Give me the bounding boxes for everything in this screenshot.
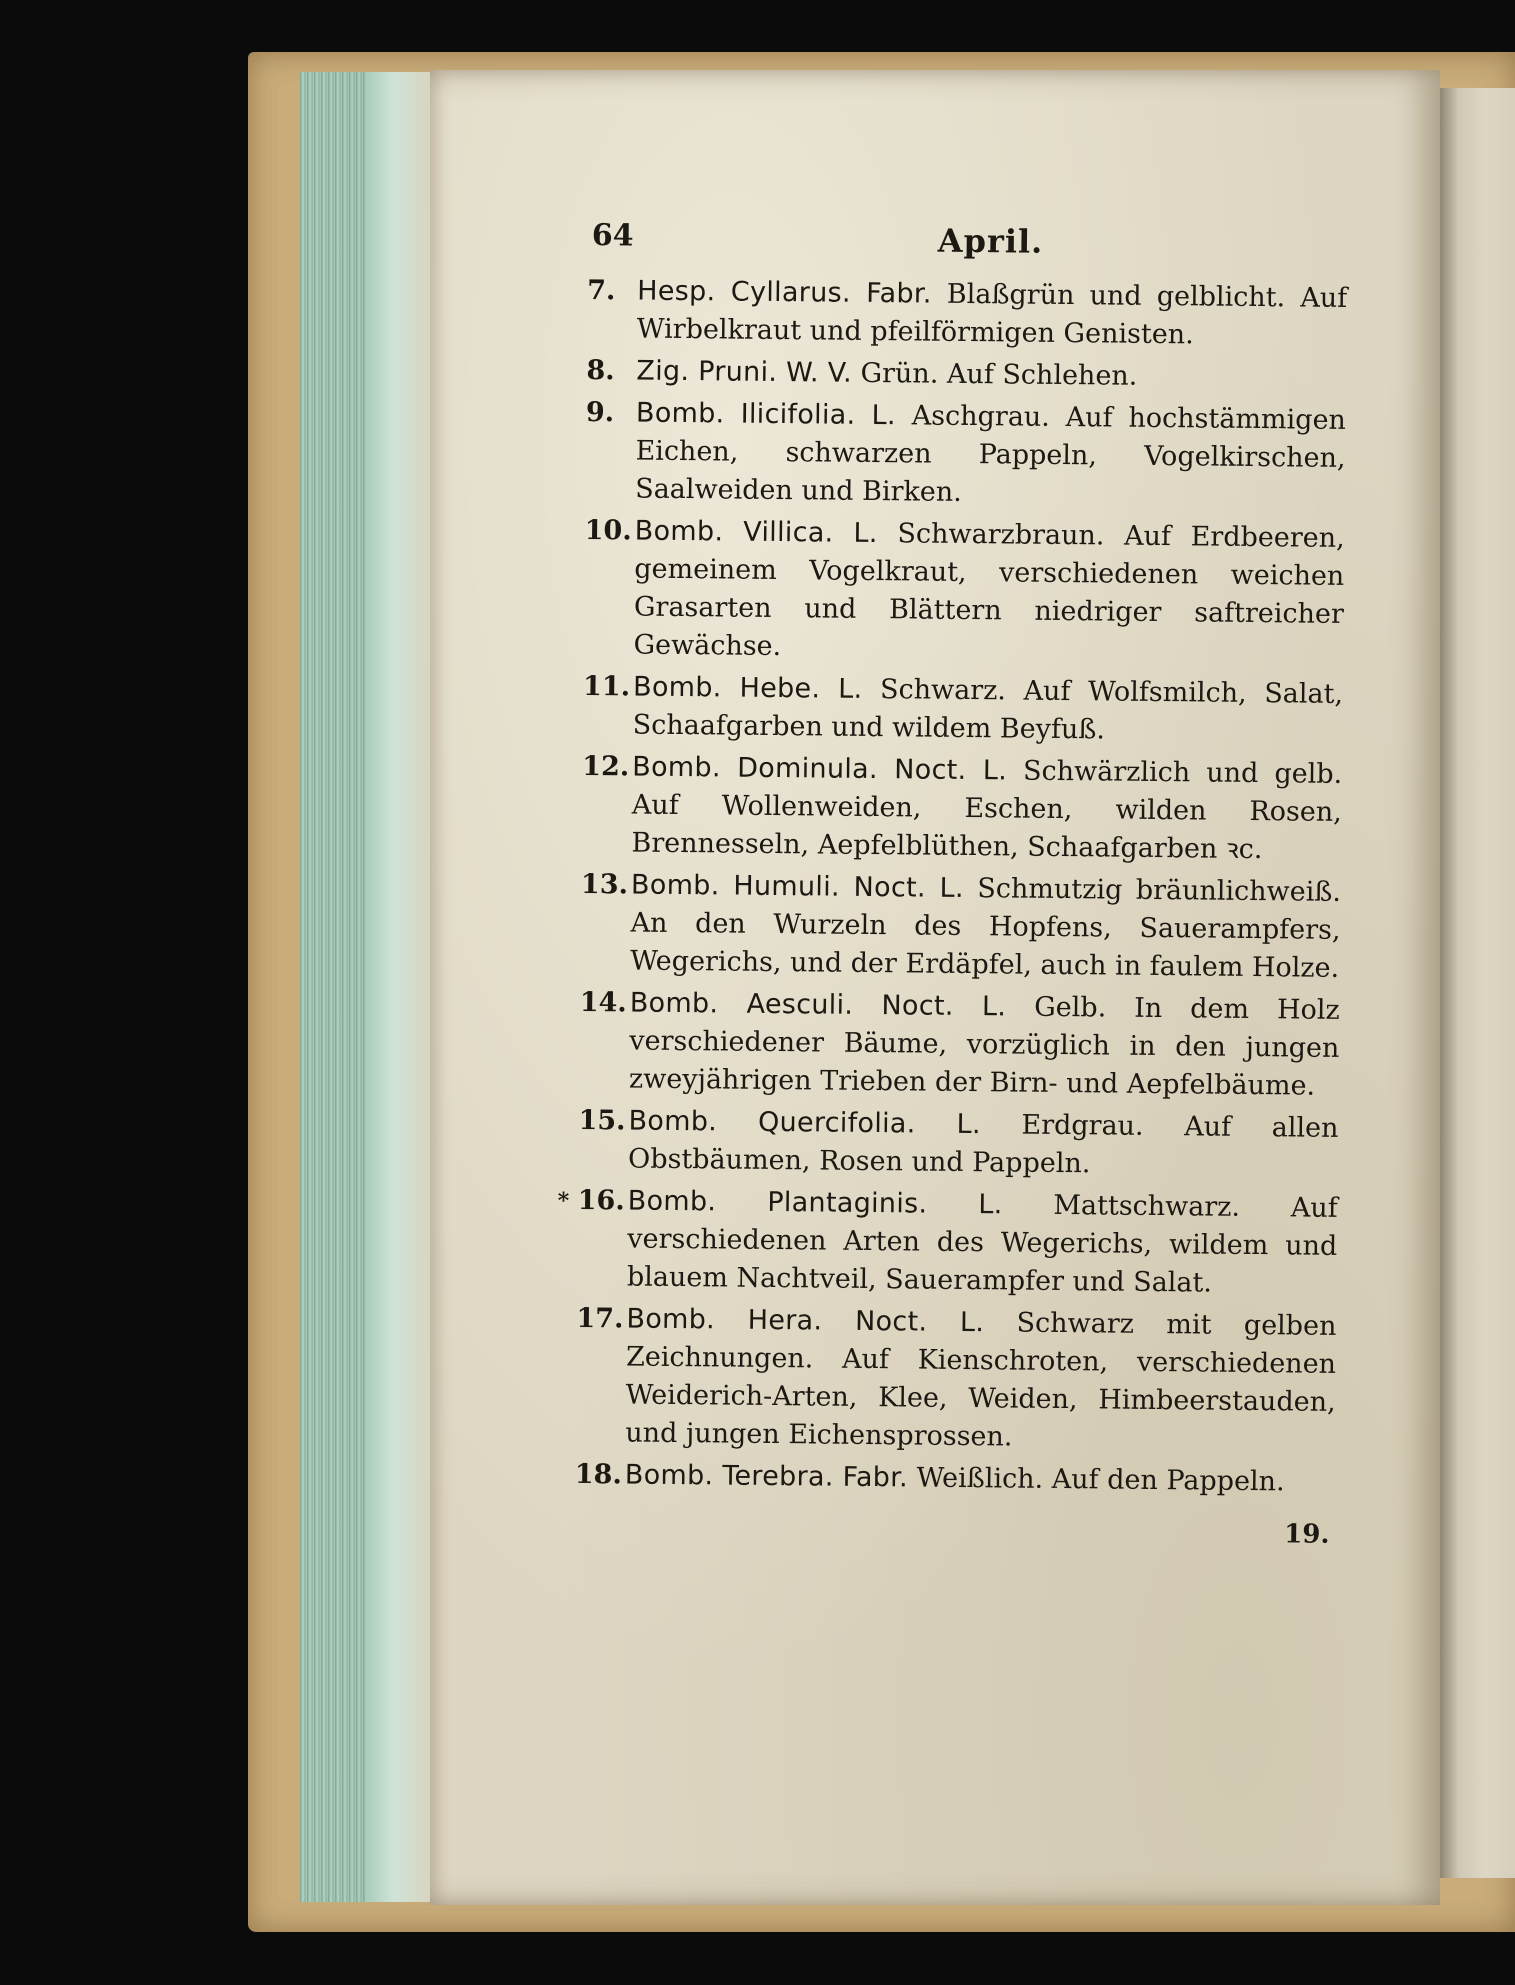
entry-text <box>637 273 1348 356</box>
entry-text <box>636 353 1346 398</box>
entry-description: Grün. Auf Schlehen. <box>860 357 1138 392</box>
species-name: Bomb. Humuli. Noct. L. <box>630 869 965 904</box>
entry-list <box>557 272 1348 1502</box>
list-item <box>585 394 1346 516</box>
page-header <box>587 218 1347 274</box>
entry-number: 14. <box>579 986 627 1019</box>
entry-text <box>630 866 1341 987</box>
page-content <box>557 218 1348 1562</box>
list-item <box>582 668 1343 752</box>
list-item <box>583 512 1345 672</box>
species-name: Bomb. Aesculi. Noct. L. <box>629 987 1007 1023</box>
page-edges-inner <box>365 72 435 1902</box>
list-item <box>586 352 1346 398</box>
entry-number: 7. <box>587 274 616 307</box>
entry-description: Schwarz. Auf Wolfsmilch, Salat, Schaafgarben und wildem Beyfuß. <box>632 674 1344 746</box>
footer <box>574 1494 1335 1562</box>
entry-description: Erdgrau. Auf allen Obstbäumen, Rosen und Pappeln. <box>627 1109 1339 1180</box>
entry-description: Blaßgrün und gelblicht. Auf Wirbelkraut und pfeilförmigen Genisten. <box>636 278 1348 351</box>
entry-number: 8. <box>586 354 615 387</box>
entry-description: Aschgrau. Auf hochstämmigen Eichen, schwarzen Pappeln, Vogelkirschen, Saalweiden und Birken. <box>635 400 1347 508</box>
entry-number: 10. <box>584 514 632 547</box>
entry-number: 15. <box>578 1104 626 1137</box>
list-item <box>579 984 1340 1106</box>
entry-text <box>625 1300 1337 1459</box>
entry-text <box>632 668 1343 751</box>
entry-number: 11. <box>582 670 631 703</box>
list-item <box>578 1102 1339 1186</box>
entry-description: Schwärzlich und gelb. Auf Wollenweiden, Eschen, wilden Rosen, Brennesseln, Aepfelblüthen, Schaafgarben ꝛc. <box>631 755 1343 866</box>
entry-marker: * <box>557 1187 570 1214</box>
species-name: Bomb. Terebra. Fabr. <box>624 1459 909 1494</box>
list-item <box>575 1300 1337 1460</box>
species-name: Bomb. Quercifolia. L. <box>628 1105 981 1141</box>
entry-number: 13. <box>580 868 629 901</box>
entry-description: Schmutzig bräunlichweiß. An den Wurzeln des Hopfens, Sauerampfers, Wegerichs, und der Erdäpfel, auch in faulem Holze. <box>630 873 1342 984</box>
list-item <box>557 1182 1338 1304</box>
facing-page-edge <box>1440 88 1515 1878</box>
entry-description: Schwarz mit gelben Zeichnungen. Auf Kienschroten, verschiedenen Weiderich-Arten, Klee, Weiden, Himbeerstauden, und jungen Eichensprossen. <box>625 1307 1337 1453</box>
species-name: Hesp. Cyllarus. Fabr. <box>637 275 932 310</box>
species-name: Bomb. Hebe. L. <box>632 671 863 705</box>
entry-description: Mattschwarz. Auf verschiedenen Arten des Wegerichs, wildem und blauem Nachtveil, Sauerampfer und Salat. <box>626 1189 1338 1299</box>
entry-text <box>631 748 1342 869</box>
species-name: Bomb. Hera. Noct. L. <box>626 1303 985 1339</box>
list-item <box>580 866 1341 988</box>
entry-description: Gelb. In dem Holz verschiedener Bäume, vorzüglich in den jungen zweyjährigen Trieben der Birn- und Aepfelbäume. <box>628 991 1340 1102</box>
entry-number: 18. <box>574 1458 622 1491</box>
species-name: Zig. Pruni. W. V. <box>636 355 853 389</box>
species-name: Bomb. Plantaginis. L. <box>627 1185 1003 1221</box>
entry-text <box>627 1182 1338 1303</box>
entry-description: Weißlich. Auf den Pappeln. <box>916 1462 1285 1498</box>
entry-text <box>635 395 1346 516</box>
entry-number: 9. <box>585 396 615 429</box>
species-name: Bomb. Dominula. Noct. L. <box>632 751 1008 787</box>
species-name: Bomb. Ilicifolia. L. <box>635 397 897 432</box>
entry-number: 12. <box>582 750 630 783</box>
entry-text <box>633 513 1345 672</box>
entry-text <box>628 1102 1339 1185</box>
entry-number: 16. <box>577 1184 625 1217</box>
catchword: 19. <box>1284 1519 1330 1550</box>
species-name: Bomb. Villica. L. <box>634 515 878 550</box>
entry-text <box>629 984 1340 1105</box>
page-number: 64 <box>591 218 634 254</box>
list-item <box>581 748 1342 870</box>
list-item <box>587 272 1348 356</box>
entry-description: Schwarzbraun. Auf Erdbeeren, gemeinem Vogelkraut, verschiedenen weichen Grasarten und Blättern niedriger saftreicher Gewächse. <box>633 518 1345 663</box>
entry-number: 17. <box>576 1302 624 1335</box>
running-title: April. <box>937 221 1044 261</box>
